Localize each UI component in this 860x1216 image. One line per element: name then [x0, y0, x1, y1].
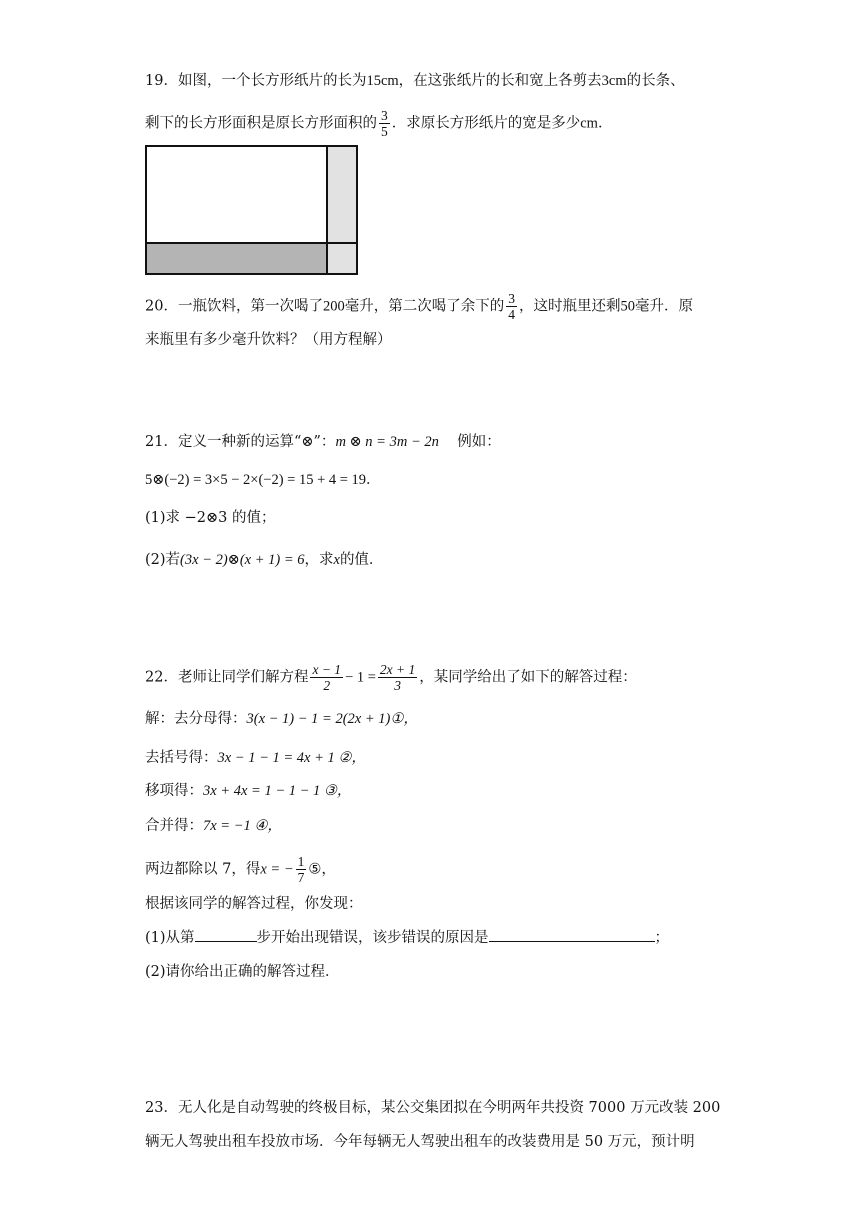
q20-left-amount: 50	[620, 298, 635, 315]
q20-first-amount: 200	[322, 298, 345, 315]
q21-equation: (3x − 2)⊗(x + 1) = 6	[180, 552, 305, 568]
cut-strip-vertical	[328, 147, 356, 244]
q22-text: ；	[654, 930, 670, 946]
q21-text: ，求	[304, 552, 334, 568]
answer-blank-reason[interactable]	[489, 927, 655, 942]
q22-part2: (2)请你给出正确的解答过程．	[145, 964, 340, 980]
rectangle-figure	[145, 145, 358, 275]
remaining-rectangle	[147, 147, 328, 244]
q21-text: (2)若	[145, 552, 181, 568]
q22-intro: 根据该同学的解答过程，你发现：	[145, 896, 363, 912]
q22-step4	[145, 815, 282, 837]
step-tail: ⑤，	[308, 861, 336, 878]
q20-text: ，这时瓶里还剩	[518, 298, 621, 315]
q19-line2	[145, 108, 612, 139]
fraction-numerator: 3	[381, 108, 388, 123]
cut-corner	[328, 244, 356, 273]
q19-text: ．求原长方形纸片的宽是多少	[391, 115, 581, 132]
q22-text: 步开始出现错误，该步错误的原因是	[256, 930, 489, 946]
q21-text: 例如：	[457, 434, 501, 450]
q21-text: 的值．	[339, 552, 384, 568]
q22-step1	[145, 708, 418, 730]
q21-text: 21．定义一种新的运算“⊗”：	[145, 434, 336, 450]
cut-strip-horizontal	[147, 244, 328, 273]
q21-part1: (1)求 −2⊗3 的值；	[145, 510, 276, 526]
fraction-numerator: 2x + 1	[379, 662, 416, 677]
q22-part1	[145, 927, 669, 949]
q21-example: 5⊗(−2) = 3×5 − 2×(−2) = 15 + 4 = 19．	[145, 472, 381, 488]
step-label: 两边都除以 7，得	[145, 861, 261, 878]
q19-fraction	[379, 108, 390, 139]
q19-text: ．	[597, 115, 613, 132]
step-expression: 3(x − 1) − 1 = 2(2x + 1)①，	[246, 711, 418, 727]
fraction-numerator: 1	[297, 854, 305, 869]
fraction-denominator: 4	[508, 307, 515, 322]
q23-line1: 23．无人化是自动驾驶的终极目标，某公交集团拟在今明两年共投资 7000 万元改装 200	[145, 1100, 721, 1116]
q23-line2: 辆无人驾驶出租车投放市场．今年每辆无人驾驶出租车的改装费用是 50 万元，预计明	[145, 1134, 695, 1150]
q21-part2	[145, 549, 383, 571]
q21-definition: m ⊗ n = 3m − 2n	[335, 434, 439, 450]
q20-fraction	[506, 291, 517, 322]
fraction-denominator: 5	[381, 124, 388, 139]
fraction-denominator: 2	[323, 678, 331, 693]
q19-text: ，在这张纸片的长和宽上各剪去	[398, 73, 602, 89]
q22-line1	[145, 662, 637, 693]
q19-text: 的长条、	[626, 73, 685, 89]
fraction-numerator: x − 1	[312, 662, 342, 677]
q19-line1	[145, 70, 685, 92]
fraction-numerator: 3	[508, 291, 515, 306]
q19-text: 19．如图，一个长方形纸片的长为	[145, 73, 367, 89]
q22-step3	[145, 780, 351, 802]
step-label: 合并得：	[145, 818, 203, 834]
q22-step2	[145, 747, 366, 769]
q19-text: 剩下的长方形面积是原长方形面积的	[145, 115, 377, 132]
q20-line1	[145, 291, 693, 322]
q22-step5	[145, 854, 336, 885]
step-expression: 3x + 4x = 1 − 1 − 1 ③，	[203, 783, 352, 799]
q19-unit: cm	[380, 73, 399, 89]
step-expression: 7x = −1 ④，	[203, 818, 282, 834]
q22-step5-fraction	[296, 854, 307, 885]
q21-line1	[145, 431, 501, 453]
fraction-denominator: 3	[394, 678, 401, 693]
q21-variable: x	[333, 552, 340, 568]
q22-right-fraction	[378, 662, 417, 693]
q20-text: 毫升．原	[634, 298, 693, 315]
q22-text: ，某同学给出了如下的解答过程：	[419, 669, 637, 686]
fraction-denominator: 7	[297, 870, 305, 885]
step-label: 解：去分母得：	[145, 711, 247, 727]
q19-unit: cm	[580, 115, 598, 132]
q22-text: 22．老师让同学们解方程	[145, 669, 309, 686]
q22-equation-middle: − 1 =	[345, 669, 376, 686]
step-expression: x = −	[260, 861, 294, 878]
step-label: 移项得：	[145, 783, 203, 799]
step-expression: 3x − 1 − 1 = 4x + 1 ②，	[217, 750, 366, 766]
q19-length: 15	[366, 73, 381, 89]
q22-text: (1)从第	[145, 930, 195, 946]
q20-text: 毫升，第二次喝了余下的	[344, 298, 505, 315]
q22-left-fraction	[310, 662, 343, 693]
q20-text: 20．一瓶饮料，第一次喝了	[145, 298, 323, 315]
q20-line2: 来瓶里有多少毫升饮料？（用方程解）	[145, 332, 392, 348]
q19-cut: 3	[601, 73, 609, 89]
answer-blank-step[interactable]	[195, 927, 257, 942]
q19-unit: cm	[608, 73, 627, 89]
step-label: 去括号得：	[145, 750, 218, 766]
